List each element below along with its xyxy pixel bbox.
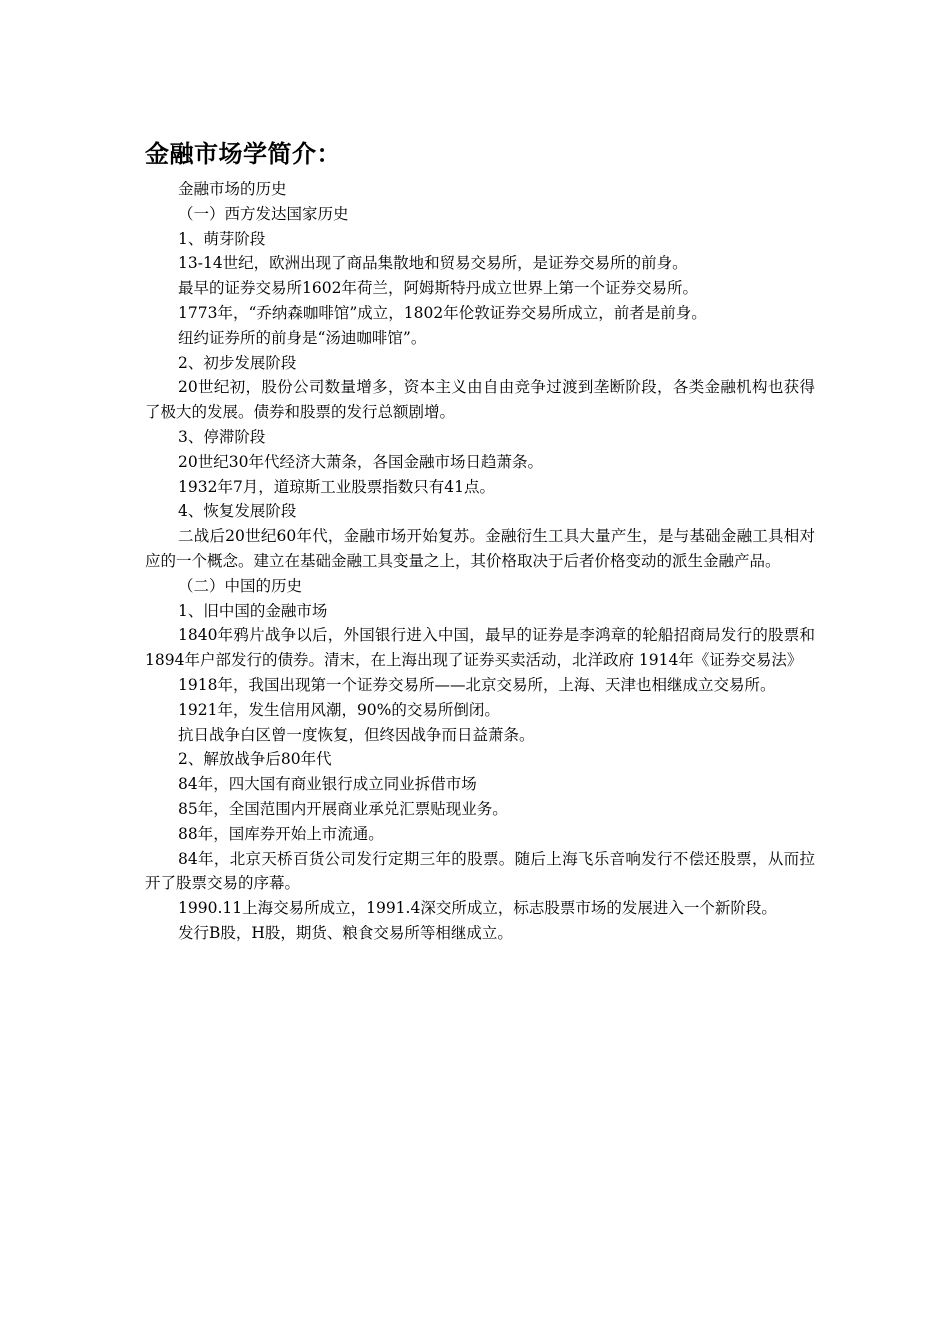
paragraph: 3、停滞阶段	[178, 427, 266, 446]
paragraph: 84年，四大国有商业银行成立同业拆借市场	[178, 775, 477, 794]
paragraph: 二战后20世纪60年代，金融市场开始复苏。金融衍生工具大量产生，是与基础金融工具相对应的一个概念。建立在基础金融工具变量之上，其价格取决于后者价格变动的派生金融产品。	[145, 527, 815, 570]
paragraph: 2、解放战争后80年代	[178, 750, 332, 769]
paragraph: 1、萌芽阶段	[178, 229, 266, 248]
document-title: 金融市场学简介：	[145, 140, 341, 168]
paragraph: 1、旧中国的金融市场	[178, 601, 328, 620]
paragraph: 1932年7月，道琼斯工业股票指数只有41点。	[178, 477, 496, 496]
paragraph: 1840年鸦片战争以后，外国银行进入中国，最早的证券是李鸿章的轮船招商局发行的股票和1894年户部发行的债券。清末，在上海出现了证券买卖活动，北洋政府 1914年《证券交易法》	[145, 626, 815, 670]
document-body	[145, 177, 815, 946]
paragraph: 2、初步发展阶段	[178, 353, 297, 372]
paragraph: 84年，北京天桥百货公司发行定期三年的股票。随后上海飞乐音响发行不偿还股票，从而拉开了股票交易的序幕。	[145, 849, 815, 893]
paragraph: 纽约证券所的前身是“汤迪咖啡馆”。	[178, 328, 427, 347]
paragraph: 抗日战争白区曾一度恢复，但终因战争而日益萧条。	[178, 725, 535, 744]
paragraph: 1918年，我国出现第一个证券交易所——北京交易所，上海、天津也相继成立交易所。	[178, 675, 776, 694]
paragraph: 88年，国库券开始上市流通。	[178, 824, 384, 843]
paragraph: 1921年，发生信用风潮，90%的交易所倒闭。	[178, 700, 500, 719]
paragraph: 20世纪初，股份公司数量增多，资本主义由自由竞争过渡到垄断阶段，各类金融机构也获得了极大的发展。债券和股票的发行总额剧增。	[145, 378, 815, 422]
paragraph: 20世纪30年代经济大萧条，各国金融市场日趋萧条。	[178, 452, 543, 471]
paragraph: 1773年，“乔纳森咖啡馆”成立，1802年伦敦证券交易所成立，前者是前身。	[178, 303, 707, 322]
paragraph: （一）西方发达国家历史	[178, 204, 349, 223]
paragraph: 13-14世纪，欧洲出现了商品集散地和贸易交易所，是证券交易所的前身。	[178, 254, 688, 273]
document-page	[145, 137, 815, 946]
paragraph: 1990.11上海交易所成立，1991.4深交所成立，标志股票市场的发展进入一个新阶段。	[178, 899, 777, 918]
paragraph: 发行B股，H股，期货、粮食交易所等相继成立。	[178, 923, 513, 942]
paragraph: 85年，全国范围内开展商业承兑汇票贴现业务。	[178, 799, 508, 818]
paragraph: （二）中国的历史	[178, 576, 303, 595]
paragraph: 最早的证券交易所1602年荷兰，阿姆斯特丹成立世界上第一个证券交易所。	[178, 279, 698, 298]
paragraph: 4、恢复发展阶段	[178, 502, 297, 521]
paragraph: 金融市场的历史	[178, 180, 287, 198]
